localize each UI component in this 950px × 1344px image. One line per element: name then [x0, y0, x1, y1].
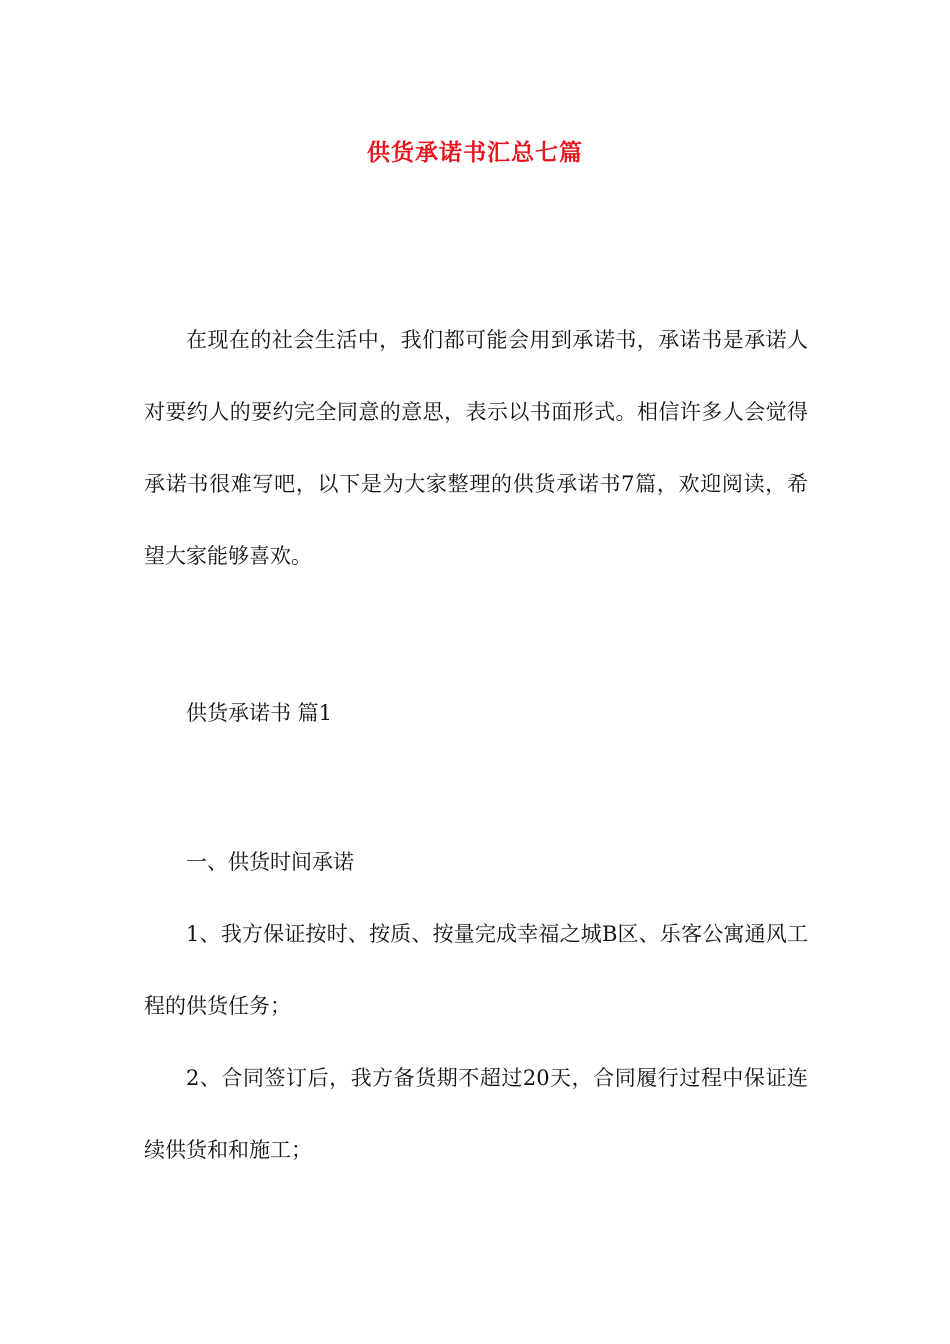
document-title: 供货承诺书汇总七篇	[367, 139, 583, 166]
list-item: 2、合同签订后，我方备货期不超过20天，合同履行过程中保证连续供货和和施工；	[144, 1066, 808, 1162]
list-item: 1、我方保证按时、按质、按量完成幸福之城B区、乐客公寓通风工程的供货任务；	[144, 922, 808, 1018]
subsection-heading: 一、供货时间承诺	[186, 850, 354, 874]
intro-paragraph: 在现在的社会生活中，我们都可能会用到承诺书，承诺书是承诺人对要约人的要约完全同意的意思，表示以书面形式。相信许多人会觉得承诺书很难写吧，以下是为大家整理的供货承诺书7篇，欢迎阅读，希望大家能够喜欢。	[144, 328, 808, 568]
section-heading: 供货承诺书 篇1	[186, 701, 333, 725]
